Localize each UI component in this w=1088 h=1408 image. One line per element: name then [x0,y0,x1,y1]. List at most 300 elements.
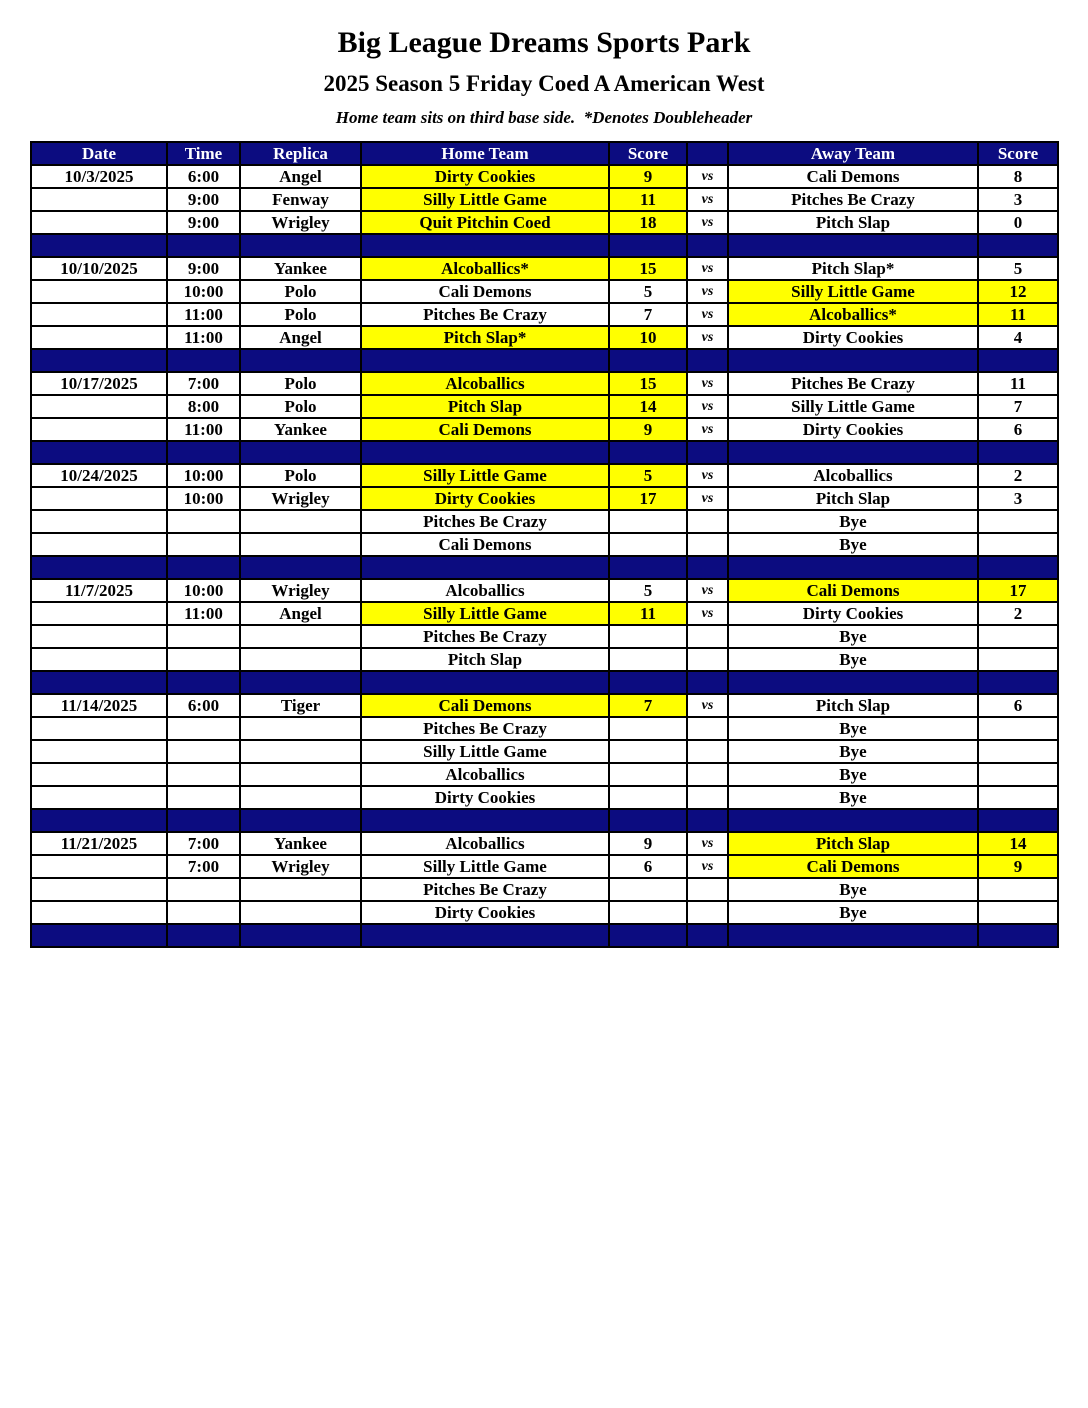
header-away-score: Score [978,142,1058,165]
away-score-cell [978,878,1058,901]
page-title: Big League Dreams Sports Park [337,26,751,59]
separator-row [31,556,1058,579]
home-team-cell: Pitch Slap [361,395,609,418]
home-score-cell: 7 [609,694,687,717]
away-team-cell: Cali Demons [728,579,978,602]
time-cell: 9:00 [167,257,240,280]
vs-cell [687,533,728,556]
separator-cell [361,349,609,372]
game-row [31,257,1058,280]
date-cell [31,717,167,740]
replica-cell: Polo [240,372,361,395]
replica-cell: Angel [240,326,361,349]
separator-cell [609,441,687,464]
game-row [31,280,1058,303]
header-vs [687,142,728,165]
away-team-cell: Pitches Be Crazy [728,188,978,211]
away-team-cell: Pitch Slap [728,832,978,855]
separator-cell [728,349,978,372]
home-score-cell [609,740,687,763]
away-team-cell: Pitch Slap [728,694,978,717]
separator-cell [31,671,167,694]
home-team-cell: Silly Little Game [361,188,609,211]
replica-cell: Yankee [240,832,361,855]
home-team-cell: Dirty Cookies [361,165,609,188]
away-team-cell: Bye [728,786,978,809]
home-score-cell: 14 [609,395,687,418]
home-score-cell: 18 [609,211,687,234]
date-cell [31,763,167,786]
separator-cell [687,924,728,947]
vs-cell [687,901,728,924]
away-score-cell [978,648,1058,671]
separator-cell [31,234,167,257]
home-team-cell: Pitch Slap [361,648,609,671]
separator-cell [31,556,167,579]
away-score-cell [978,510,1058,533]
home-score-cell [609,533,687,556]
home-score-cell [609,648,687,671]
separator-cell [31,349,167,372]
vs-cell: vs [687,303,728,326]
separator-cell [728,556,978,579]
separator-cell [361,441,609,464]
time-cell: 9:00 [167,188,240,211]
game-row [31,579,1058,602]
date-cell [31,901,167,924]
replica-cell [240,901,361,924]
header-row [31,142,1058,165]
game-row [31,763,1058,786]
time-cell [167,901,240,924]
home-score-cell: 9 [609,165,687,188]
vs-cell: vs [687,395,728,418]
away-score-cell: 17 [978,579,1058,602]
home-team-cell: Alcoballics [361,579,609,602]
away-team-cell: Dirty Cookies [728,418,978,441]
date-cell: 11/7/2025 [31,579,167,602]
home-team-cell: Alcoballics [361,832,609,855]
away-team-cell: Bye [728,625,978,648]
home-score-cell [609,878,687,901]
separator-cell [609,671,687,694]
time-cell [167,510,240,533]
away-score-cell [978,533,1058,556]
time-cell [167,878,240,901]
vs-cell [687,763,728,786]
replica-cell: Yankee [240,257,361,280]
separator-cell [240,924,361,947]
date-cell [31,211,167,234]
away-team-cell: Bye [728,878,978,901]
away-team-cell: Bye [728,648,978,671]
separator-row [31,924,1058,947]
separator-cell [728,234,978,257]
separator-cell [167,924,240,947]
away-score-cell [978,625,1058,648]
away-team-cell: Bye [728,740,978,763]
away-score-cell [978,901,1058,924]
replica-cell: Wrigley [240,211,361,234]
header-time: Time [167,142,240,165]
home-score-cell: 11 [609,602,687,625]
home-team-cell: Silly Little Game [361,602,609,625]
replica-cell: Wrigley [240,855,361,878]
home-score-cell [609,717,687,740]
separator-cell [978,671,1058,694]
replica-cell: Tiger [240,694,361,717]
separator-cell [687,349,728,372]
replica-cell [240,740,361,763]
away-score-cell: 3 [978,188,1058,211]
replica-cell: Polo [240,464,361,487]
vs-cell: vs [687,188,728,211]
date-cell [31,303,167,326]
game-row [31,464,1058,487]
separator-cell [687,441,728,464]
away-score-cell: 6 [978,418,1058,441]
away-team-cell: Bye [728,510,978,533]
separator-cell [167,234,240,257]
date-cell [31,510,167,533]
home-team-cell: Cali Demons [361,533,609,556]
time-cell: 8:00 [167,395,240,418]
home-score-cell [609,510,687,533]
separator-cell [728,924,978,947]
home-team-cell: Quit Pitchin Coed [361,211,609,234]
time-cell: 11:00 [167,326,240,349]
away-team-cell: Cali Demons [728,165,978,188]
date-cell: 10/10/2025 [31,257,167,280]
home-score-cell: 11 [609,188,687,211]
header-date: Date [31,142,167,165]
separator-cell [978,349,1058,372]
away-team-cell: Bye [728,901,978,924]
time-cell [167,763,240,786]
game-row [31,165,1058,188]
date-cell [31,533,167,556]
time-cell [167,717,240,740]
date-cell [31,648,167,671]
separator-cell [361,809,609,832]
separator-cell [31,441,167,464]
date-cell: 11/14/2025 [31,694,167,717]
separator-cell [978,234,1058,257]
away-score-cell: 0 [978,211,1058,234]
home-score-cell: 15 [609,257,687,280]
home-score-cell: 9 [609,832,687,855]
home-score-cell: 9 [609,418,687,441]
separator-cell [609,234,687,257]
away-score-cell [978,763,1058,786]
vs-cell: vs [687,257,728,280]
vs-cell [687,510,728,533]
time-cell: 7:00 [167,832,240,855]
home-score-cell [609,901,687,924]
separator-cell [978,556,1058,579]
separator-cell [609,809,687,832]
away-team-cell: Pitch Slap* [728,257,978,280]
home-team-cell: Pitches Be Crazy [361,510,609,533]
home-score-cell [609,625,687,648]
away-score-cell: 11 [978,372,1058,395]
vs-cell: vs [687,602,728,625]
time-cell: 6:00 [167,694,240,717]
home-team-cell: Pitches Be Crazy [361,717,609,740]
home-team-cell: Silly Little Game [361,855,609,878]
game-row [31,188,1058,211]
separator-cell [728,671,978,694]
vs-cell [687,625,728,648]
game-row [31,832,1058,855]
away-score-cell: 3 [978,487,1058,510]
vs-cell: vs [687,326,728,349]
time-cell: 10:00 [167,487,240,510]
separator-cell [361,924,609,947]
away-team-cell: Bye [728,717,978,740]
game-row [31,418,1058,441]
separator-cell [240,671,361,694]
time-cell: 7:00 [167,855,240,878]
time-cell: 11:00 [167,418,240,441]
separator-cell [240,349,361,372]
separator-cell [361,234,609,257]
home-team-cell: Pitch Slap* [361,326,609,349]
vs-cell: vs [687,579,728,602]
separator-cell [687,671,728,694]
date-cell: 11/21/2025 [31,832,167,855]
replica-cell: Angel [240,165,361,188]
vs-cell: vs [687,211,728,234]
away-score-cell: 11 [978,303,1058,326]
away-score-cell: 6 [978,694,1058,717]
game-row [31,878,1058,901]
replica-cell: Wrigley [240,579,361,602]
time-cell: 10:00 [167,579,240,602]
home-score-cell: 15 [609,372,687,395]
away-score-cell: 12 [978,280,1058,303]
separator-cell [240,441,361,464]
time-cell: 6:00 [167,165,240,188]
header-home-team: Home Team [361,142,609,165]
time-cell: 9:00 [167,211,240,234]
date-cell: 10/3/2025 [31,165,167,188]
date-cell [31,487,167,510]
time-cell [167,533,240,556]
time-cell: 10:00 [167,464,240,487]
separator-cell [361,671,609,694]
away-score-cell: 9 [978,855,1058,878]
game-row [31,602,1058,625]
game-row [31,303,1058,326]
replica-cell [240,533,361,556]
away-score-cell: 14 [978,832,1058,855]
separator-cell [240,234,361,257]
separator-cell [167,671,240,694]
game-row [31,395,1058,418]
home-team-cell: Cali Demons [361,280,609,303]
replica-cell: Polo [240,303,361,326]
separator-cell [240,809,361,832]
away-team-cell: Cali Demons [728,855,978,878]
replica-cell: Fenway [240,188,361,211]
home-team-cell: Pitches Be Crazy [361,625,609,648]
time-cell: 10:00 [167,280,240,303]
home-score-cell: 5 [609,280,687,303]
date-cell: 10/24/2025 [31,464,167,487]
date-cell [31,602,167,625]
replica-cell [240,510,361,533]
away-team-cell: Silly Little Game [728,280,978,303]
home-team-cell: Silly Little Game [361,740,609,763]
away-score-cell: 4 [978,326,1058,349]
away-score-cell: 2 [978,602,1058,625]
game-row [31,648,1058,671]
replica-cell: Yankee [240,418,361,441]
vs-cell [687,740,728,763]
home-team-cell: Alcoballics* [361,257,609,280]
vs-cell: vs [687,694,728,717]
home-team-cell: Pitches Be Crazy [361,303,609,326]
time-cell: 11:00 [167,303,240,326]
separator-cell [31,924,167,947]
game-row [31,855,1058,878]
game-row [31,901,1058,924]
separator-row [31,809,1058,832]
away-team-cell: Pitch Slap [728,211,978,234]
date-cell [31,625,167,648]
home-team-cell: Dirty Cookies [361,487,609,510]
vs-cell [687,786,728,809]
vs-cell: vs [687,418,728,441]
header-replica: Replica [240,142,361,165]
home-score-cell: 17 [609,487,687,510]
date-cell: 10/17/2025 [31,372,167,395]
away-score-cell: 5 [978,257,1058,280]
home-team-cell: Cali Demons [361,418,609,441]
home-score-cell: 5 [609,579,687,602]
separator-cell [609,924,687,947]
separator-cell [609,349,687,372]
separator-cell [728,809,978,832]
time-cell [167,625,240,648]
home-team-cell: Pitches Be Crazy [361,878,609,901]
game-row [31,510,1058,533]
replica-cell [240,648,361,671]
schedule-body [31,165,1058,947]
replica-cell [240,878,361,901]
separator-cell [167,556,240,579]
game-row [31,533,1058,556]
vs-cell [687,648,728,671]
separator-cell [687,234,728,257]
vs-cell [687,717,728,740]
vs-cell: vs [687,372,728,395]
game-row [31,211,1058,234]
date-cell [31,855,167,878]
date-cell [31,740,167,763]
vs-cell: vs [687,464,728,487]
header-away-team: Away Team [728,142,978,165]
separator-cell [687,809,728,832]
schedule-table [30,141,1059,948]
separator-cell [240,556,361,579]
separator-cell [361,556,609,579]
home-score-cell [609,763,687,786]
separator-cell [167,809,240,832]
away-score-cell: 7 [978,395,1058,418]
away-team-cell: Dirty Cookies [728,602,978,625]
game-row [31,326,1058,349]
time-cell [167,740,240,763]
away-team-cell: Alcoballics [728,464,978,487]
time-cell [167,648,240,671]
replica-cell [240,717,361,740]
separator-row [31,349,1058,372]
replica-cell [240,763,361,786]
replica-cell: Polo [240,280,361,303]
page-subtitle: 2025 Season 5 Friday Coed A American West [323,71,765,96]
game-row [31,487,1058,510]
date-cell [31,326,167,349]
game-row [31,786,1058,809]
game-row [31,694,1058,717]
away-score-cell [978,717,1058,740]
date-cell [31,188,167,211]
vs-cell: vs [687,832,728,855]
separator-cell [978,924,1058,947]
home-team-cell: Alcoballics [361,763,609,786]
game-row [31,717,1058,740]
date-cell [31,786,167,809]
away-team-cell: Alcoballics* [728,303,978,326]
away-team-cell: Pitch Slap [728,487,978,510]
home-team-cell: Silly Little Game [361,464,609,487]
vs-cell: vs [687,855,728,878]
home-score-cell: 6 [609,855,687,878]
separator-cell [609,556,687,579]
replica-cell: Wrigley [240,487,361,510]
home-team-cell: Alcoballics [361,372,609,395]
separator-row [31,671,1058,694]
separator-cell [728,441,978,464]
replica-cell [240,625,361,648]
separator-cell [687,556,728,579]
home-team-cell: Cali Demons [361,694,609,717]
vs-cell: vs [687,280,728,303]
game-row [31,740,1058,763]
game-row [31,372,1058,395]
separator-cell [31,809,167,832]
away-team-cell: Silly Little Game [728,395,978,418]
vs-cell: vs [687,165,728,188]
separator-cell [978,441,1058,464]
vs-cell: vs [687,487,728,510]
away-team-cell: Dirty Cookies [728,326,978,349]
game-row [31,625,1058,648]
replica-cell: Angel [240,602,361,625]
vs-cell [687,878,728,901]
away-team-cell: Bye [728,763,978,786]
date-cell [31,878,167,901]
home-score-cell: 10 [609,326,687,349]
separator-row [31,234,1058,257]
time-cell: 11:00 [167,602,240,625]
home-team-cell: Dirty Cookies [361,786,609,809]
away-score-cell [978,786,1058,809]
away-score-cell [978,740,1058,763]
away-team-cell: Pitches Be Crazy [728,372,978,395]
